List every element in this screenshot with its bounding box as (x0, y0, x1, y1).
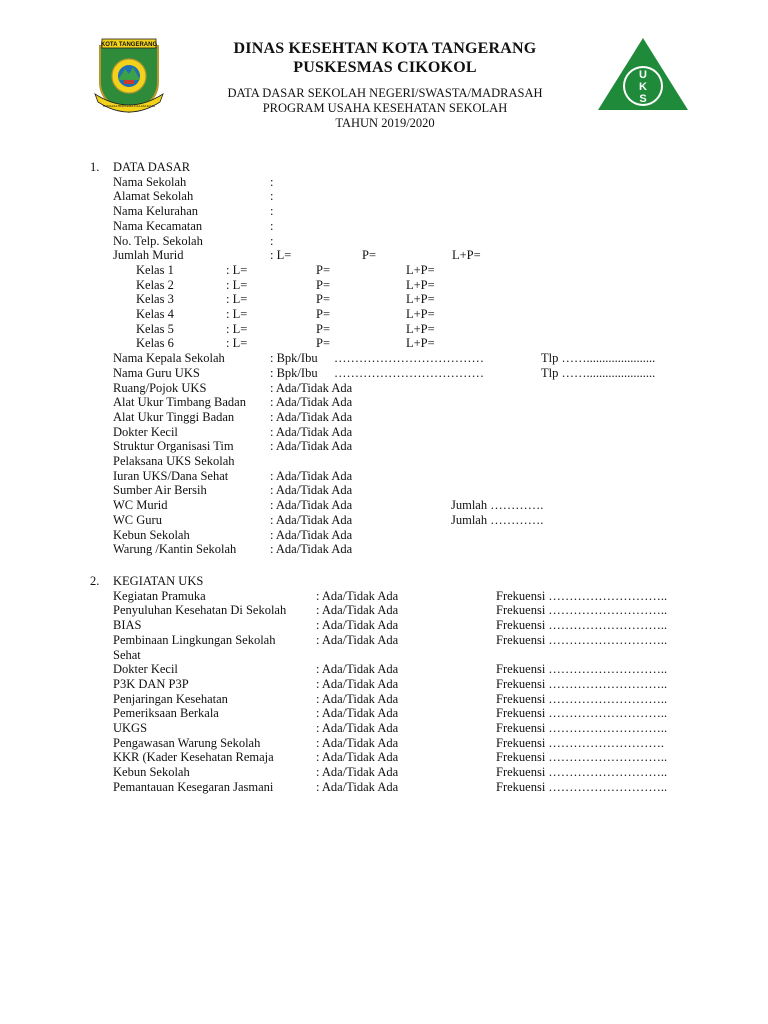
count-l: : L= (226, 292, 248, 307)
svg-text:S: S (639, 93, 647, 105)
frequency-field: Frekuensi ……………………….. (496, 706, 668, 721)
fill-dots: ……………………………… (334, 351, 484, 366)
activity-value: : Ada/Tidak Ada (316, 618, 399, 633)
activity-label: Kegiatan Pramuka (113, 588, 206, 603)
frequency-field: Frekuensi ……………………….. (496, 779, 668, 794)
activity-value: : Ada/Tidak Ada (316, 750, 399, 765)
year-title: TAHUN 2019/2020 (335, 116, 435, 130)
phone-field: Tlp ……...................... (541, 365, 656, 380)
activity-value: : Ada/Tidak Ada (316, 691, 399, 706)
field-value: : Ada/Tidak Ada (270, 395, 353, 410)
count-l: : L= (226, 307, 248, 321)
field-value: : Ada/Tidak Ada (270, 498, 353, 513)
field-value: : Bpk/Ibu (270, 351, 318, 366)
activity-label: Pemeriksaan Berkala (113, 706, 219, 721)
field-label: Warung /Kantin Sekolah (113, 542, 237, 557)
office-title: PUSKESMAS CIKOKOL (293, 59, 477, 76)
kota-tangerang-logo (92, 36, 166, 116)
frequency-field: Frekuensi ……………………….. (496, 603, 668, 618)
field-value: : Ada/Tidak Ada (270, 542, 353, 557)
field-label: Alamat Sekolah (113, 189, 194, 204)
frequency-field: Frekuensi ……………………….. (496, 765, 668, 780)
count-l: : L= (226, 336, 248, 351)
count-p: P= (316, 336, 331, 351)
field-label: No. Telp. Sekolah (113, 233, 203, 248)
frequency-field: Frekuensi ……………………….. (496, 662, 668, 677)
activity-label: Pemantauan Kesegaran Jasmani (113, 779, 274, 794)
frequency-field: Frekuensi ……………………….. (496, 632, 668, 647)
activity-label: Penjaringan Kesehatan (113, 691, 228, 706)
count-p: P= (316, 262, 331, 277)
field-value: : Ada/Tidak Ada (270, 424, 353, 439)
count-l: : L= (270, 248, 292, 263)
count-lp: L+P= (406, 277, 435, 292)
field-label: Iuran UKS/Dana Sehat (113, 468, 229, 483)
count-lp: L+P= (406, 336, 435, 351)
count-lp: L+P= (406, 321, 435, 336)
activity-label: Penyuluhan Kesehatan Di Sekolah (113, 603, 287, 618)
activity-label: Pembinaan Lingkungan Sekolah (113, 632, 276, 647)
field-label: Ruang/Pojok UKS (113, 380, 207, 395)
activity-value: : Ada/Tidak Ada (316, 721, 399, 735)
field-value: : (270, 189, 274, 204)
field-label: Sumber Air Bersih (113, 483, 207, 498)
activity-label: Kebun Sekolah (113, 765, 190, 780)
count-l: : L= (226, 262, 248, 277)
count-p: P= (362, 248, 377, 263)
kelas-label: Kelas 1 (136, 262, 174, 277)
program-title: PROGRAM USAHA KESEHATAN SEKOLAH (262, 101, 508, 115)
count-p: P= (316, 321, 331, 336)
field-value: : Ada/Tidak Ada (270, 527, 353, 542)
field-value: : (270, 218, 274, 233)
activity-label: P3K DAN P3P (113, 676, 189, 691)
activity-label: KKR (Kader Kesehatan Remaja (113, 750, 274, 765)
field-value: : (270, 233, 274, 248)
field-label: WC Guru (113, 512, 162, 527)
activity-value: : Ada/Tidak Ada (316, 676, 399, 691)
field-value: : Ada/Tidak Ada (270, 380, 353, 395)
activity-label: Dokter Kecil (113, 662, 178, 677)
field-label: Nama Guru UKS (113, 365, 200, 380)
kelas-label: Kelas 4 (136, 307, 174, 321)
section-number: 2. (90, 574, 100, 588)
field-label: Pelaksana UKS Sekolah (113, 454, 235, 468)
activity-value: : Ada/Tidak Ada (316, 779, 399, 794)
kelas-label: Kelas 3 (136, 292, 174, 307)
section-number: 1. (90, 160, 100, 174)
field-label: Nama Kepala Sekolah (113, 351, 225, 366)
field-label: Nama Sekolah (113, 174, 187, 189)
count-p: P= (316, 277, 331, 292)
activity-value: : Ada/Tidak Ada (316, 632, 399, 647)
frequency-field: Frekuensi ……………………….. (496, 750, 668, 765)
frequency-field: Frekuensi ……………………….. (496, 691, 668, 706)
activity-label: Pengawasan Warung Sekolah (113, 735, 261, 750)
count-lp: L+P= (406, 292, 435, 307)
field-label: Dokter Kecil (113, 424, 178, 439)
field-label: Nama Kelurahan (113, 204, 199, 219)
field-label: Alat Ukur Tinggi Badan (113, 409, 235, 424)
frequency-field: Frekuensi ……………………….. (496, 676, 668, 691)
activity-label: BIAS (113, 618, 142, 633)
section-title: KEGIATAN UKS (113, 574, 204, 588)
count-l: : L= (226, 277, 248, 292)
field-value: : (270, 174, 274, 189)
field-label: Nama Kecamatan (113, 218, 203, 233)
frequency-field: Frekuensi ………………………. (496, 735, 665, 750)
activity-value: : Ada/Tidak Ada (316, 603, 399, 618)
field-label: Struktur Organisasi Tim (113, 439, 234, 454)
kelas-label: Kelas 6 (136, 336, 174, 351)
svg-text:K: K (639, 81, 647, 93)
activity-value: : Ada/Tidak Ada (316, 706, 399, 721)
count-p: P= (316, 292, 331, 307)
count-l: : L= (226, 321, 248, 336)
frequency-field: Frekuensi ……………………….. (496, 618, 668, 633)
frequency-field: Frekuensi ……………………….. (496, 588, 668, 603)
svg-text:KOTA TANGERANG: KOTA TANGERANG (100, 42, 158, 48)
document-title: DATA DASAR SEKOLAH NEGERI/SWASTA/MADRASAH (227, 86, 543, 100)
activity-value: : Ada/Tidak Ada (316, 735, 399, 750)
kelas-label: Kelas 5 (136, 321, 174, 336)
activity-value: : Ada/Tidak Ada (316, 588, 399, 603)
section-title: DATA DASAR (113, 160, 191, 174)
svg-text:U: U (639, 69, 647, 81)
kelas-label: Kelas 2 (136, 277, 174, 292)
field-label: Jumlah Murid (113, 248, 184, 263)
jumlah-field: Jumlah …………. (451, 512, 544, 527)
count-lp: L+P= (406, 262, 435, 277)
field-value: : Ada/Tidak Ada (270, 468, 353, 483)
jumlah-field: Jumlah …………. (451, 498, 544, 513)
activity-value: : Ada/Tidak Ada (316, 662, 399, 677)
field-label: Kebun Sekolah (113, 527, 190, 542)
field-value: : Ada/Tidak Ada (270, 483, 353, 498)
agency-title: DINAS KESEHTAN KOTA TANGERANG (233, 40, 537, 57)
frequency-field: Frekuensi ……………………….. (496, 721, 668, 735)
field-value: : Ada/Tidak Ada (270, 512, 353, 527)
field-value: : Ada/Tidak Ada (270, 439, 353, 454)
count-lp: L+P= (452, 248, 481, 263)
count-p: P= (316, 307, 331, 321)
activity-label: UKGS (113, 721, 148, 735)
count-lp: L+P= (406, 307, 435, 321)
fill-dots: ……………………………… (334, 365, 484, 380)
activity-value: : Ada/Tidak Ada (316, 765, 399, 780)
field-label: Alat Ukur Timbang Badan (113, 395, 246, 410)
phone-field: Tlp ……...................... (541, 351, 656, 366)
field-value: : Ada/Tidak Ada (270, 409, 353, 424)
svg-text:BAHAGIA BERSAMA DALAM KOTA: BAHAGIA BERSAMA DALAM KOTA (102, 104, 156, 108)
field-label: WC Murid (113, 498, 168, 513)
uks-logo (596, 36, 690, 112)
field-value: : (270, 204, 274, 219)
field-value: : Bpk/Ibu (270, 365, 318, 380)
activity-label: Sehat (113, 647, 141, 662)
